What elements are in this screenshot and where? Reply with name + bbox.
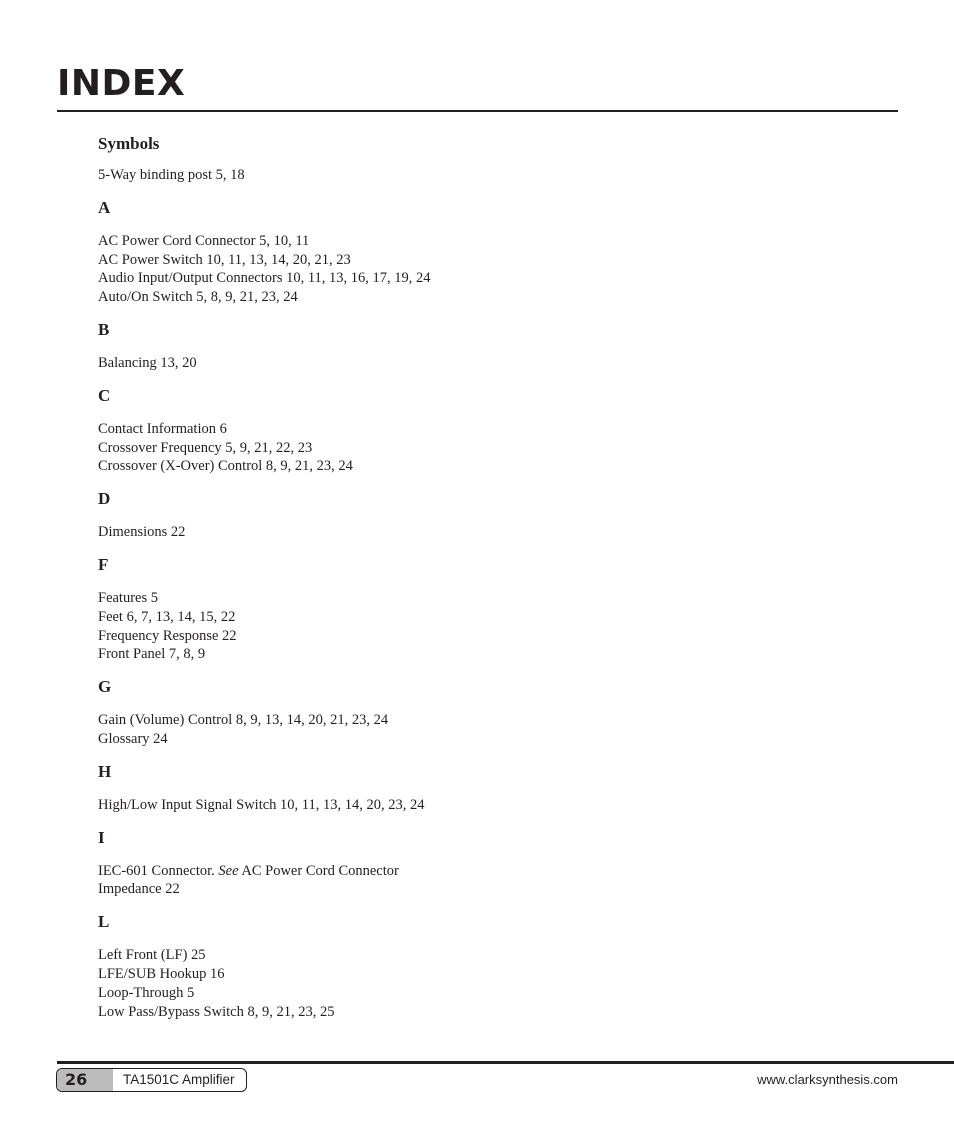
page-tab	[56, 1068, 247, 1092]
index-entry: Front Panel 7, 8, 9	[98, 646, 206, 663]
index-entry: AC Power Switch 10, 11, 13, 14, 20, 21, 23	[98, 251, 351, 268]
index-section-b	[98, 320, 698, 373]
index-entry: Crossover Frequency 5, 9, 21, 22, 23	[98, 439, 313, 456]
section-heading: H	[98, 761, 112, 781]
index-entry: Auto/On Switch 5, 8, 9, 21, 23, 24	[98, 289, 298, 306]
index-entry: Audio Input/Output Connectors 10, 11, 13, 16, 17, 19, 24	[98, 270, 431, 287]
page-number: 26	[65, 1070, 88, 1089]
index-entry: 5-Way binding post 5, 18	[98, 167, 245, 183]
section-heading: B	[98, 319, 110, 339]
index-entry: AC Power Cord Connector 5, 10, 11	[98, 232, 310, 249]
index-entry: Balancing 13, 20	[98, 354, 197, 371]
section-heading: F	[98, 554, 109, 574]
website-url: www.clarksynthesis.com	[757, 1072, 898, 1087]
index-section-a	[98, 198, 698, 307]
page-title: INDEX	[57, 63, 186, 104]
index-section-h	[98, 762, 698, 815]
section-heading: C	[98, 385, 111, 405]
index-entry: Glossary 24	[98, 730, 168, 747]
index-entry: Gain (Volume) Control 8, 9, 13, 14, 20, 21, 23, 24	[98, 712, 389, 729]
section-heading: G	[98, 677, 112, 697]
index-entry: LFE/SUB Hookup 16	[98, 965, 225, 982]
index-entry: Frequency Response 22	[98, 627, 237, 644]
index-entry: Loop-Through 5	[98, 984, 195, 1001]
index-entry: Dimensions 22	[98, 524, 186, 541]
index-entry: Low Pass/Bypass Switch 8, 9, 21, 23, 25	[98, 1003, 335, 1020]
index-section-i	[98, 828, 698, 900]
footer-divider	[57, 1061, 954, 1064]
index-entry: Left Front (LF) 25	[98, 947, 206, 964]
section-heading: Symbols	[98, 134, 160, 153]
index-entry: Feet 6, 7, 13, 14, 15, 22	[98, 608, 236, 625]
index-section-c	[98, 386, 698, 476]
section-heading: I	[98, 827, 105, 847]
entry-text: IEC-601 Connector.	[98, 862, 219, 879]
product-name: TA1501C Amplifier	[123, 1072, 235, 1087]
index-section-f	[98, 555, 698, 664]
index-entry	[98, 862, 698, 881]
index-entry: High/Low Input Signal Switch 10, 11, 13, 14, 20, 23, 24	[98, 796, 425, 813]
index-entry: Crossover (X-Over) Control 8, 9, 21, 23, 24	[98, 458, 353, 475]
section-heading: A	[98, 197, 111, 217]
see-reference: See	[218, 862, 239, 879]
index-entry: Contact Information 6	[98, 420, 227, 437]
index-section-d	[98, 489, 698, 542]
entry-text: AC Power Cord Connector	[238, 862, 399, 879]
index-entry: Features 5	[98, 589, 158, 606]
section-heading: L	[98, 912, 110, 932]
title-divider	[57, 110, 898, 112]
index-section-g	[98, 677, 698, 749]
index-entry: Impedance 22	[98, 881, 180, 898]
index-section-l	[98, 912, 698, 1021]
section-heading: D	[98, 489, 111, 509]
index-section-symbols	[98, 134, 698, 185]
index-list	[98, 134, 698, 1034]
